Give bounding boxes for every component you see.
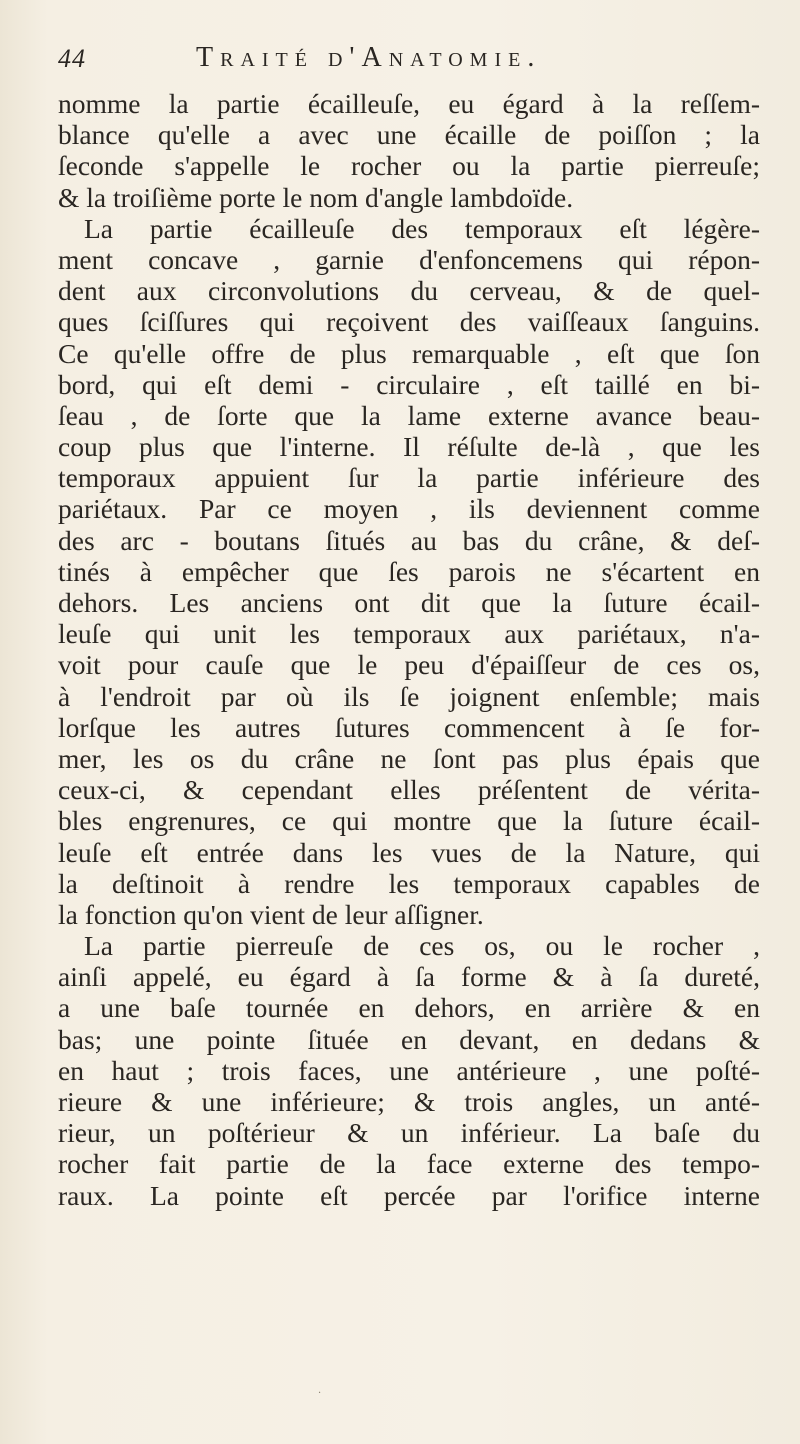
text-line: ceux-ci, & cependant elles préſentent de vérita- (58, 774, 760, 806)
text-line: rieur, un poſtérieur & un inférieur. La baſe du (58, 1117, 760, 1149)
text-line: rieure & une inférieure; & trois angles, un anté- (58, 1086, 760, 1117)
page-number: 44 (58, 44, 86, 73)
running-title: Traité d'Anatomie. (196, 42, 542, 73)
text-line: La partie pierreuſe de ces os, ou le rocher , (84, 930, 760, 962)
text-line: lorſque les autres ſutures commencent à ſe for- (58, 711, 760, 743)
text-line: pariétaux. Par ce moyen , ils deviennent comme (58, 493, 760, 525)
text-line: ſeconde s'appelle le rocher ou la partie pierreuſe; (58, 150, 760, 182)
text-line: ainſi appelé, eu égard à ſa forme & à ſa dureté, (58, 961, 760, 993)
text-line: tinés à empêcher que ſes parois ne s'écartent en (58, 555, 760, 587)
text-line: bles engrenures, ce qui montre que la ſuture écail- (58, 805, 760, 837)
text-line: coup plus que l'interne. Il réſulte de-là , que les (58, 431, 760, 463)
text-line: blance qu'elle a avec une écaille de poiſſon ; la (58, 119, 760, 151)
body-text (58, 88, 760, 1211)
text-line: en haut ; trois faces, une antérieure , une poſté- (58, 1054, 760, 1086)
text-line: bord, qui eſt demi - circulaire , eſt taillé en bi- (58, 368, 760, 400)
text-line: rocher fait partie de la face externe des tempo- (58, 1148, 760, 1180)
text-line: raux. La pointe eſt percée par l'orifice interne (58, 1179, 760, 1211)
text-line: & la troiſième porte le nom d'angle lambdoïde. (58, 181, 574, 213)
text-line: leuſe eſt entrée dans les vues de la Nature, qui (58, 836, 760, 868)
text-line: la deſtinoit à rendre les temporaux capables de (58, 867, 760, 899)
text-line: mer, les os du crâne ne ſont pas plus épais que (58, 742, 760, 774)
text-line: dehors. Les anciens ont dit que la ſuture écail- (58, 587, 760, 618)
text-line: des arc - boutans ſitués au bas du crâne, & deſ- (58, 524, 760, 556)
text-line: bas; une pointe ſituée en devant, en dedans & (58, 1023, 760, 1055)
text-line: leuſe qui unit les temporaux aux pariétaux, n'a- (58, 618, 760, 650)
text-line: ſeau , de ſorte que la lame externe avance beau- (58, 399, 760, 431)
text-line: ques ſciſſures qui reçoivent des vaiſſeaux ſanguins. (58, 306, 760, 338)
ink-speck: · (318, 1388, 322, 1399)
text-line: nomme la partie écailleuſe, eu égard à la reſſem- (58, 88, 760, 119)
text-line: dent aux circonvolutions du cerveau, & de quel- (58, 275, 760, 307)
text-line: à l'endroit par où ils ſe joignent enſemble; mais (58, 680, 760, 712)
page-header (58, 38, 758, 78)
text-line: voit pour cauſe que le peu d'épaiſſeur de ces os, (58, 649, 760, 681)
text-line: temporaux appuient ſur la partie inférieure des (58, 462, 760, 494)
text-line: la fonction qu'on vient de leur aſſigner. (58, 898, 484, 930)
text-line: a une baſe tournée en dehors, en arrière & en (58, 992, 760, 1024)
text-line: La partie écailleuſe des temporaux eſt légère- (84, 212, 760, 244)
text-line: Ce qu'elle offre de plus remarquable , eſt que ſon (58, 337, 760, 369)
text-line: ment concave , garnie d'enfoncemens qui répon- (58, 243, 760, 275)
